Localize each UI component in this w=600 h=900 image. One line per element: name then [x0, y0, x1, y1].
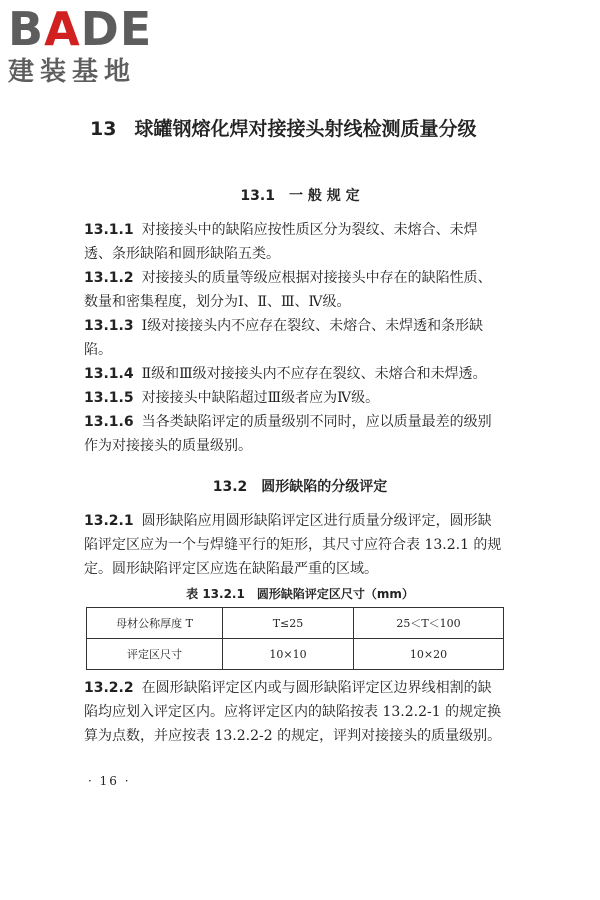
clause-number: 13.1.1	[84, 222, 134, 238]
clause-number: 13.2.1	[84, 513, 134, 529]
clause-number: 13.2.2	[84, 680, 134, 696]
clause-text: 对接接头中的缺陷应按性质区分为裂纹、未熔合、未焊透、条形缺陷和圆形缺陷五类。	[84, 222, 478, 262]
clause	[84, 676, 502, 748]
logo-subtitle: 建装基地	[8, 57, 137, 87]
table-cell: T≤25	[223, 608, 354, 639]
logo-wordmark: BADE	[8, 2, 153, 56]
clause-text: 在圆形缺陷评定区内或与圆形缺陷评定区边界线相割的缺陷均应划入评定区内。应将评定区内的缺陷按表 13.2.2-1 的规定换算为点数，并应按表 13.2.2-2 的规定，评判对接接头的质量级别。	[84, 680, 502, 744]
logo	[8, 4, 178, 88]
table-cell: 评定区尺寸	[87, 639, 223, 670]
clause-text: 圆形缺陷应用圆形缺陷评定区进行质量分级评定，圆形缺陷评定区应为一个与焊缝平行的矩形，其尺寸应符合表 13.2.1 的规定。圆形缺陷评定区应选在缺陷最严重的区域。	[84, 513, 502, 577]
section-heading	[0, 476, 600, 496]
chapter-heading	[90, 114, 570, 141]
clause-text: 对接接头中缺陷超过Ⅲ级者应为Ⅳ级。	[141, 390, 380, 406]
clause	[84, 266, 502, 314]
table-caption-title: 圆形缺陷评定区尺寸（mm）	[256, 587, 414, 601]
table-caption	[0, 585, 600, 602]
section-number: 13.2	[212, 479, 248, 495]
section-heading	[0, 185, 600, 205]
clause	[84, 362, 502, 386]
clause-text: Ⅰ级对接接头内不应存在裂纹、未熔合、未焊透和条形缺陷。	[84, 318, 484, 358]
table-row	[87, 639, 504, 670]
page-number: · 16 ·	[88, 774, 131, 788]
table-cell: 10×10	[223, 639, 354, 670]
clause	[84, 314, 502, 362]
clause-number: 13.1.5	[84, 390, 134, 406]
data-table	[86, 607, 504, 670]
section-title: 一 般 规 定	[288, 188, 360, 204]
table-row	[87, 608, 504, 639]
clause-number: 13.1.4	[84, 366, 134, 382]
clause-text: 当各类缺陷评定的质量级别不同时，应以质量最差的级别作为对接接头的质量级别。	[84, 414, 492, 454]
clause-number: 13.1.2	[84, 270, 134, 286]
clause-text: Ⅱ级和Ⅲ级对接接头内不应存在裂纹、未熔合和未焊透。	[141, 366, 487, 382]
table-caption-number: 表 13.2.1	[186, 587, 245, 601]
table-cell: 母材公称厚度 T	[87, 608, 223, 639]
table-cell: 25＜T＜100	[354, 608, 504, 639]
clause	[84, 509, 502, 581]
section-number: 13.1	[240, 188, 275, 204]
chapter-title: 球罐钢熔化焊对接接头射线检测质量分级	[134, 118, 477, 140]
section-title: 圆形缺陷的分级评定	[261, 479, 388, 495]
clause-number: 13.1.3	[84, 318, 134, 334]
table-cell: 10×20	[354, 639, 504, 670]
chapter-number: 13	[90, 118, 117, 140]
clause	[84, 218, 502, 266]
clause-number: 13.1.6	[84, 414, 134, 430]
clause	[84, 410, 502, 458]
clause-text: 对接接头的质量等级应根据对接接头中存在的缺陷性质、数量和密集程度，划分为Ⅰ、Ⅱ、Ⅲ、Ⅳ级。	[84, 270, 492, 310]
clause	[84, 386, 502, 410]
